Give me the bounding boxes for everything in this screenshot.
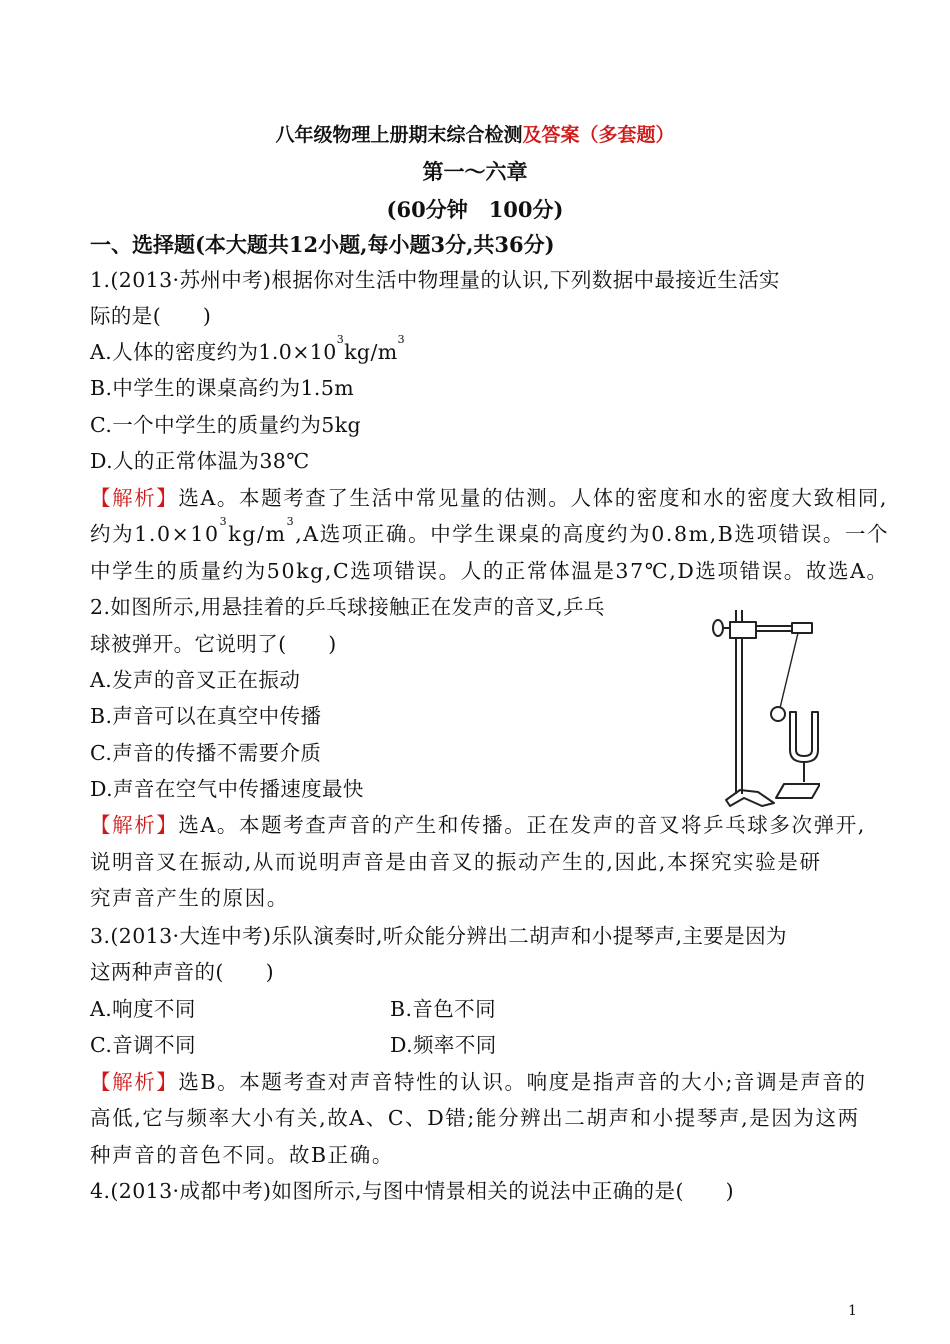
q3-option-a: A.响度不同: [90, 997, 196, 1021]
q3-analysis-line2: 高低,它与频率大小有关,故A、C、D错;能分辨出二胡声和小提琴声,是因为这两: [90, 1106, 860, 1130]
analysis-tag: 【解析】: [90, 486, 179, 510]
q2-option-a: A.发声的音叉正在振动: [90, 668, 301, 692]
q1-analysis-line2: 约为$1.0\times 10^3kg/m^3,A$选项正确。中学生课桌的高度约为0.8m,B选项错误。一个: [90, 515, 890, 546]
q1-option-c: C.一个中学生的质量约为5kg: [90, 413, 362, 437]
q3-analysis-line1: 【解析】选B。本题考查对声音特性的认识。响度是指声音的大小;音调是声音的: [90, 1070, 867, 1094]
title-answer-note: 及答案（多套题）: [522, 124, 675, 146]
q3-option-b: B.音色不同: [390, 997, 496, 1021]
q1-analysis-line1: 【解析】选A。本题考查了生活中常见量的估测。人体的密度和水的密度大致相同,: [90, 486, 889, 510]
q2-analysis-line1: 【解析】选A。本题考查声音的产生和传播。正在发声的音叉将乒乓球多次弹开,: [90, 813, 866, 837]
q2-stem-line2: 球被弹开。它说明了( ): [90, 632, 337, 656]
q2-stem-line1: 2.如图所示,用悬挂着的乒乓球接触正在发声的音叉,乒乓: [90, 595, 605, 619]
q2-option-d: D.声音在空气中传播速度最快: [90, 777, 364, 801]
section-heading: 一、选择题(本大题共12小题,每小题3分,共36分): [90, 232, 555, 257]
q1-option-d: D.人的正常体温为38℃: [90, 449, 310, 473]
document-title: 八年级物理上册期末综合检测及答案（多套题）: [275, 124, 675, 146]
chapter-heading: 第一～六章: [422, 159, 528, 184]
q3-stem-line1: 3.(2013·大连中考)乐队演奏时,听众能分辨出二胡声和小提琴声,主要是因为: [90, 924, 787, 948]
q1-analysis-line3: 中学生的质量约为50kg,C选项错误。人的正常体温是37℃,D选项错误。故选A。: [90, 559, 889, 583]
q3-option-d: D.频率不同: [390, 1033, 497, 1057]
q3-option-c: C.音调不同: [90, 1033, 196, 1057]
tuning-fork-figure: [700, 600, 820, 815]
q1-stem-line1: 1.(2013·苏州中考)根据你对生活中物理量的认识,下列数据中最接近生活实: [90, 268, 780, 292]
analysis-tag: 【解析】: [90, 1070, 179, 1094]
q1-option-a: A.人体的密度约为$1.0\times 10^3kg/m^3$: [90, 333, 405, 364]
page-number: 1: [848, 1303, 857, 1319]
q1-stem-line2: 际的是( ): [90, 304, 212, 328]
time-score: (60分钟 100分): [386, 197, 564, 222]
q4-stem-line1: 4.(2013·成都中考)如图所示,与图中情景相关的说法中正确的是( ): [90, 1179, 735, 1203]
q2-option-c: C.声音的传播不需要介质: [90, 741, 322, 765]
q1-option-b: B.中学生的课桌高约为1.5m: [90, 376, 355, 400]
q3-stem-line2: 这两种声音的( ): [90, 960, 274, 984]
analysis-tag: 【解析】: [90, 813, 179, 837]
q2-analysis-line3: 究声音产生的原因。: [90, 886, 289, 910]
q2-option-b: B.声音可以在真空中传播: [90, 704, 322, 728]
q3-analysis-line3: 种声音的音色不同。故B正确。: [90, 1143, 394, 1167]
q2-analysis-line2: 说明音叉在振动,从而说明声音是由音叉的振动产生的,因此,本探究实验是研: [90, 850, 822, 874]
